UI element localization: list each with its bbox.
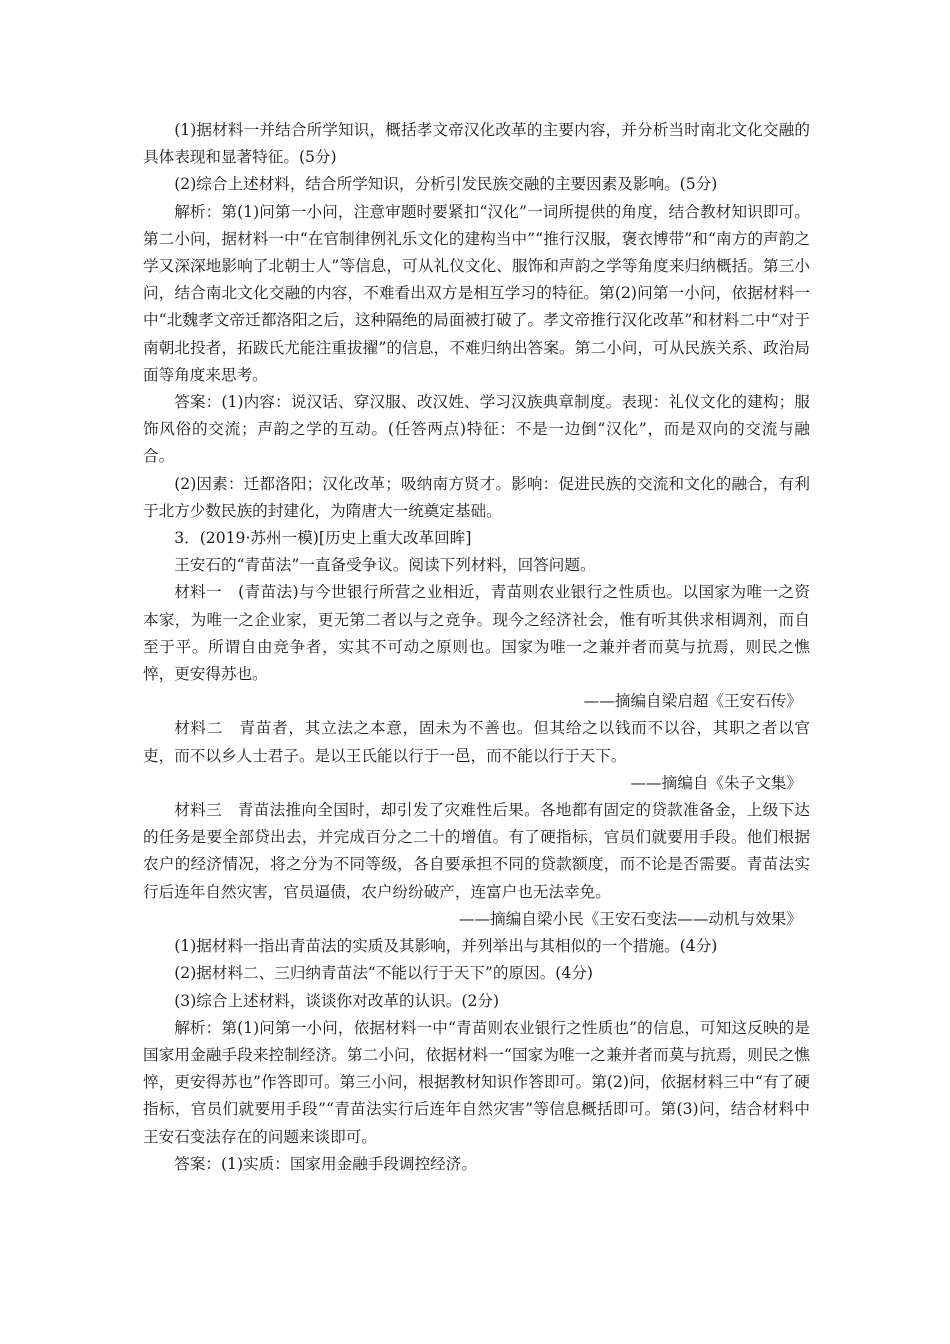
answer-paragraph-2: (2)因素：迁都洛阳；汉化改革；吸纳南方贤才。影响：促进民族的交流和文化的融合，有利于北方少数民族的封建化，为隋唐大一统奠定基础。 (143, 474, 810, 520)
question-3-heading: 3．(2019·苏州一模)[历史上重大改革回眸] (174, 529, 472, 548)
material-3-source: ——摘编自梁小民《王安石变法——动机与效果》 (458, 909, 802, 928)
sub-question-3: (3)综合上述材料，谈谈你对改革的认识。(2分) (174, 991, 500, 1010)
answer-paragraph: 答案：(1)内容：说汉话、穿汉服、改汉姓、学习汉族典章制度。表现：礼仪文化的建构；服饰风俗的交流；声韵之学的互动。(任答两点)特征：不是一边倒“汉化”，而是双向的交流与融合。 (143, 393, 810, 466)
material-1-source: ——摘编自梁启超《王安石传》 (583, 692, 802, 711)
sub-question-2: (2)据材料二、三归纳青苗法“不能以行于天下”的原因。(4分) (174, 964, 593, 983)
question-3-intro: 王安石的“青苗法”一直备受争议。阅读下列材料，回答问题。 (174, 556, 596, 575)
answer-paragraph-3: 答案：(1)实质：国家用金融手段调控经济。 (174, 1154, 477, 1173)
document-page (143, 117, 810, 1178)
analysis-paragraph: 解析：第(1)问第一小问，注意审题时要紧扣“汉化”一词所提供的角度，结合教材知识即可。第二小问，据材料一中“在官制律例礼乐文化的建构当中”“推行汉服，褒衣博带”和“南方的声韵之学又深深地影响了北朝士人”等信息，可从礼仪文化、服饰和声韵之学等角度来归纳概括。第三小问，结合南北文化交融的内容，不难看出双方是相互学习的特征。第(2)问第一小问，依据材料一中“北魏孝文帝迁都洛阳之后，这种隔绝的局面被打破了。孝文帝推行汉化改革”和材料二中“对于南朝北投者，拓跋氏尤能注重拔擢”的信息，不难归纳出答案。第二小问，可从民族关系、政治局面等角度来思考。 (143, 202, 810, 384)
material-3: 材料三 青苗法推向全国时，却引发了灾难性后果。各地都有固定的贷款准备金，上级下达的任务是要全部贷出去，并完成百分之二十的增值。有了硬指标，官员们就要用手段。他们根据农户的经济情况，将之分为不同等级，各自要承担不同的贷款额度，而不论是否需要。青苗法实行后连年自然灾害，官员逼债，农户纷纷破产，连富户也无法幸免。 (143, 801, 810, 901)
material-2: 材料二 青苗者，其立法之本意，固未为不善也。但其给之以钱而不以谷，其职之者以官吏，而不以乡人士君子。是以王氏能以行于一邑，而不能以行于天下。 (143, 719, 810, 765)
material-1: 材料一 (青苗法)与今世银行所营之业相近，青苗则农业银行之性质也。以国家为唯一之资本家，为唯一之企业家，更无第二者以与之竞争。现今之经济社会，惟有听其供求相调剂，而自至于平。所谓自由竞争者，实其不可动之原则也。国家为唯一之兼并者而莫与抗焉，则民之憔悴，更安得苏也。 (143, 583, 810, 684)
question-2-prompt: (2)综合上述材料，结合所学知识，分析引发民族交融的主要因素及影响。(5分) (174, 175, 718, 194)
question-1-prompt: (1)据材料一并结合所学知识，概括孝文帝汉化改革的主要内容，并分析当时南北文化交融的具体表现和显著特征。(5分) (143, 121, 810, 167)
sub-question-1: (1)据材料一指出青苗法的实质及其影响，并列举出与其相似的一个措施。(4分) (174, 937, 718, 956)
analysis-paragraph-3: 解析：第(1)问第一小问，依据材料一中“青苗则农业银行之性质也”的信息，可知这反映的是国家用金融手段来控制经济。第二小问，依据材料一“国家为唯一之兼并者而莫与抗焉，则民之憔悴，更安得苏也”作答即可。第三小问，根据教材知识作答即可。第(2)问，依据材料三中“有了硬指标，官员们就要用手段”“青苗法实行后连年自然灾害”等信息概括即可。第(3)问，结合材料中王安石变法存在的问题来谈即可。 (143, 1018, 810, 1146)
material-2-source: ——摘编自《朱子文集》 (630, 773, 802, 792)
